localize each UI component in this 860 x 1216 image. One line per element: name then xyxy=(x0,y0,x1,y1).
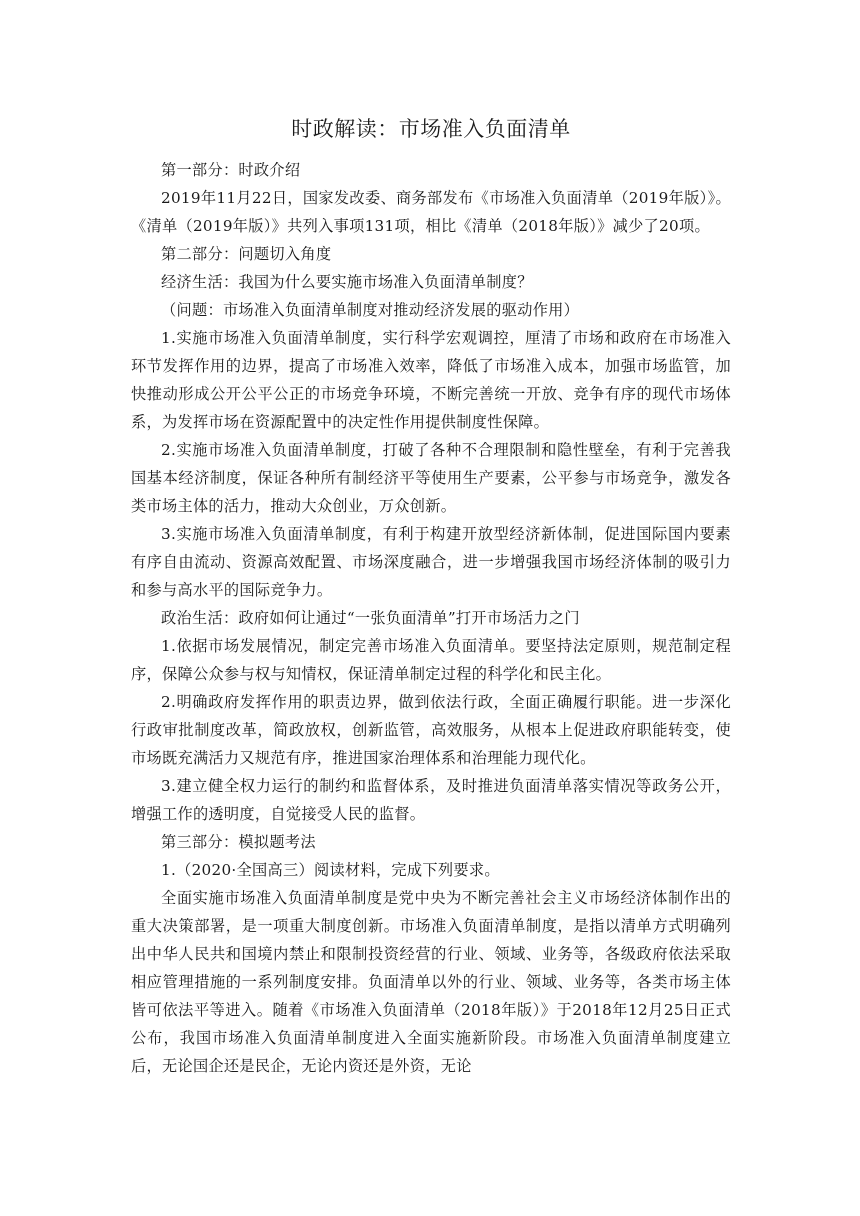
news-summary-paragraph: 2019年11月22日，国家发改委、商务部发布《市场准入负面清单（2019年版）》。《清单（2019年版）》共列入事项131项，相比《清单（2018年版）》减少了20项。 xyxy=(131,189,731,235)
political-point-2: 2.明确政府发挥作用的职责边界，做到依法行政，全面正确履行职能。进一步深化行政审批制度改革，简政放权，创新监管，高效服务，从根本上促进政府职能转变，使市场既充满活力又规范有序，推进国家治理体系和治理能力现代化。 xyxy=(131,693,731,767)
economic-life-subquestion: （问题：市场准入负面清单制度对推动经济发展的驱动作用） xyxy=(161,301,580,319)
political-point-1: 1.依据市场发展情况，制定完善市场准入负面清单。要坚持法定原则，规范制定程序，保障公众参与权与知情权，保证清单制定过程的科学化和民主化。 xyxy=(131,637,731,683)
exam-question-prompt: 1.（2020·全国高三）阅读材料，完成下列要求。 xyxy=(161,861,500,879)
economic-point-1: 1.实施市场准入负面清单制度，实行科学宏观调控，厘清了市场和政府在市场准入环节发挥作用的边界，提高了市场准入效率，降低了市场准入成本，加强市场监管，加快推动形成公开公平公正的市场竞争环境，不断完善统一开放、竞争有序的现代市场体系，为发挥市场在资源配置中的决定性作用提供制度性保障。 xyxy=(131,329,731,431)
section-heading-part-three: 第三部分：模拟题考法 xyxy=(161,833,316,851)
economic-point-2: 2.实施市场准入负面清单制度，打破了各种不合理限制和隐性壁垒，有利于完善我国基本经济制度，保证各种所有制经济平等使用生产要素，公平参与市场竞争，激发各类市场主体的活力，推动大众创业，万众创新。 xyxy=(131,441,731,515)
section-heading-part-one: 第一部分：时政介绍 xyxy=(161,161,301,179)
page-title: 时政解读：市场准入负面清单 xyxy=(291,117,571,141)
political-life-question: 政治生活：政府如何让通过“一张负面清单”打开市场活力之门 xyxy=(161,609,580,627)
document-page xyxy=(131,112,731,1080)
section-heading-part-two: 第二部分：问题切入角度 xyxy=(161,245,332,263)
economic-point-3: 3.实施市场准入负面清单制度，有利于构建开放型经济新体制，促进国际国内要素有序自由流动、资源高效配置、市场深度融合，进一步增强我国市场经济体制的吸引力和参与高水平的国际竞争力。 xyxy=(131,525,731,599)
economic-life-question: 经济生活：我国为什么要实施市场准入负面清单制度？ xyxy=(161,273,533,291)
exam-material-paragraph: 全面实施市场准入负面清单制度是党中央为不断完善社会主义市场经济体制作出的重大决策部署，是一项重大制度创新。市场准入负面清单制度，是指以清单方式明确列出中华人民共和国境内禁止和限制投资经营的行业、领域、业务等，各级政府依法采取相应管理措施的一系列制度安排。负面清单以外的行业、领域、业务等，各类市场主体皆可依法平等进入。随着《市场准入负面清单（2018年版）》于2018年12月25日正式公布，我国市场准入负面清单制度进入全面实施新阶段。市场准入负面清单制度建立后，无论国企还是民企，无论内资还是外资，无论 xyxy=(131,889,731,1075)
political-point-3: 3.建立健全权力运行的制约和监督体系，及时推进负面清单落实情况等政务公开，增强工作的透明度，自觉接受人民的监督。 xyxy=(131,777,731,823)
